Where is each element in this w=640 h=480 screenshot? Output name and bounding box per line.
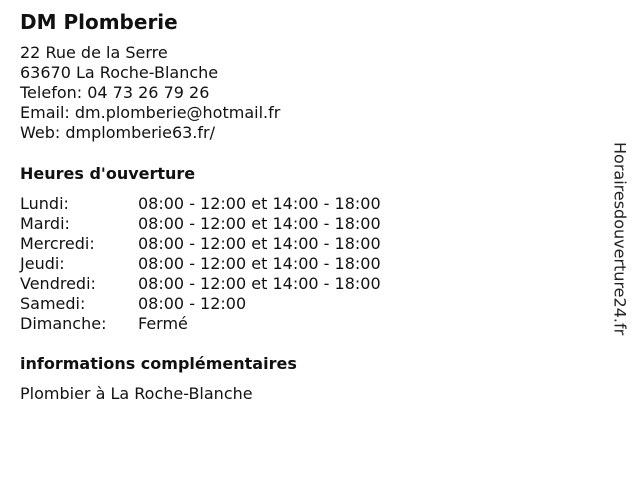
day-label: Lundi:	[20, 194, 69, 213]
website-text: Web: dmplomberie63.fr/	[20, 123, 215, 142]
email-text: Email: dm.plomberie@hotmail.fr	[20, 103, 281, 122]
site-watermark	[608, 135, 632, 343]
day-hours: 08:00 - 12:00	[138, 294, 247, 313]
day-label: Jeudi:	[20, 254, 65, 273]
day-hours: 08:00 - 12:00 et 14:00 - 18:00	[138, 254, 381, 273]
day-hours: Fermé	[138, 314, 188, 333]
day-label: Dimanche:	[20, 314, 107, 333]
hours-row-wednesday	[20, 234, 381, 254]
city-address: 63670 La Roche-Blanche	[20, 63, 219, 82]
day-hours: 08:00 - 12:00 et 14:00 - 18:00	[138, 194, 381, 213]
day-label: Samedi:	[20, 294, 86, 313]
hours-row-monday	[20, 194, 381, 214]
hours-row-saturday	[20, 294, 381, 314]
day-hours: 08:00 - 12:00 et 14:00 - 18:00	[138, 214, 381, 233]
day-label: Vendredi:	[20, 274, 96, 293]
hours-row-sunday	[20, 314, 381, 334]
opening-hours-heading: Heures d'ouverture	[20, 164, 196, 183]
day-hours: 08:00 - 12:00 et 14:00 - 18:00	[138, 234, 381, 253]
day-label: Mercredi:	[20, 234, 95, 253]
contact-block	[20, 43, 280, 143]
opening-hours-list	[20, 194, 381, 334]
hours-row-tuesday	[20, 214, 381, 234]
business-name: DM Plomberie	[20, 10, 178, 34]
phone-text: Telefon: 04 73 26 79 26	[20, 83, 210, 102]
additional-info-text: Plombier à La Roche-Blanche	[20, 384, 253, 403]
hours-row-friday	[20, 274, 381, 294]
day-label: Mardi:	[20, 214, 70, 233]
additional-info-heading: informations complémentaires	[20, 354, 297, 373]
street-address: 22 Rue de la Serre	[20, 43, 168, 62]
hours-row-thursday	[20, 254, 381, 274]
watermark-text: Horairesdouverture24.fr	[610, 142, 630, 336]
day-hours: 08:00 - 12:00 et 14:00 - 18:00	[138, 274, 381, 293]
